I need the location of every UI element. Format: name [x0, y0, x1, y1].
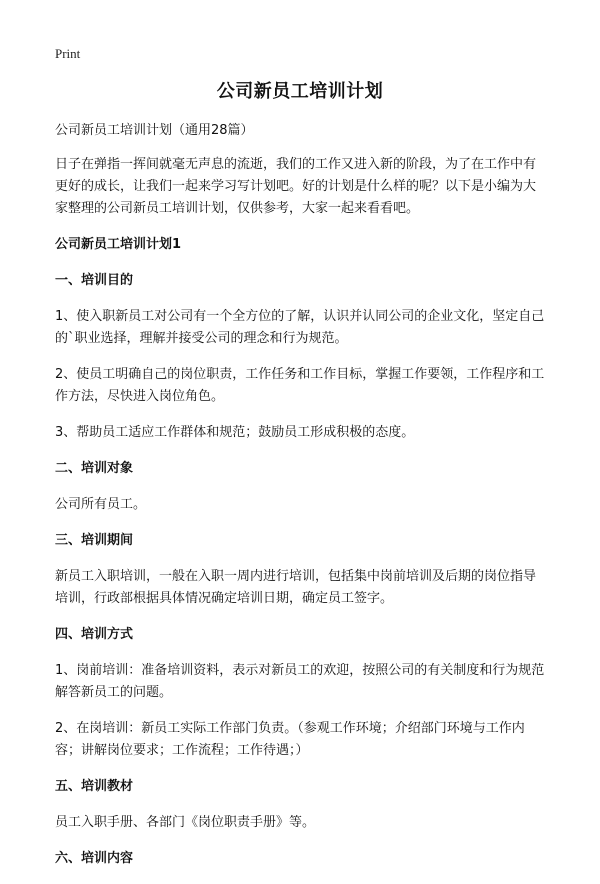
method-item-1: 1、岗前培训：准备培训资料，表示对新员工的欢迎，按照公司的有关制度和行为规范解答新员工的问题。	[55, 663, 545, 700]
print-link[interactable]: Print	[55, 46, 81, 61]
intro-paragraph: 日子在弹指一挥间就毫无声息的流逝，我们的工作又进入新的阶段，为了在工作中有更好的成长，让我们一起来学习写计划吧。好的计划是什么样的呢？以下是小编为大家整理的公司新员工培训计划，仅供参考，大家一起来看看吧。	[55, 157, 537, 216]
section-heading-method: 四、培训方式	[55, 627, 134, 642]
document-body	[55, 120, 545, 884]
section-heading-period: 三、培训期间	[55, 533, 134, 548]
purpose-item-3: 3、帮助员工适应工作群体和规范；鼓励员工形成积极的态度。	[55, 425, 415, 440]
purpose-item-1: 1、使入职新员工对公司有一个全方位的了解，认识并认同公司的企业文化，坚定自己的`职业选择，理解并接受公司的理念和行为规范。	[55, 309, 545, 346]
document-title: 公司新员工培训计划	[216, 81, 384, 102]
method-item-2: 2、在岗培训：新员工实际工作部门负责。（参观工作环境；介绍部门环境与工作内容；讲解岗位要求；工作流程；工作待遇；）	[55, 721, 525, 758]
purpose-item-2: 2、使员工明确自己的岗位职责，工作任务和工作目标，掌握工作要领，工作程序和工作方法，尽快进入岗位角色。	[55, 367, 545, 404]
period-paragraph: 新员工入职培训，一般在入职一周内进行培训，包括集中岗前培训及后期的岗位指导培训，行政部根据具体情况确定培训日期，确定员工签字。	[55, 569, 537, 606]
section-heading-materials: 五、培训教材	[55, 779, 134, 794]
document-subtitle: 公司新员工培训计划（通用28篇）	[55, 123, 254, 138]
materials-paragraph: 员工入职手册、各部门《岗位职责手册》等。	[55, 815, 316, 830]
audience-paragraph: 公司所有员工。	[55, 497, 147, 512]
section-heading-purpose: 一、培训目的	[55, 273, 134, 288]
section-heading-content: 六、培训内容	[55, 851, 134, 866]
plan-heading: 公司新员工培训计划1	[55, 237, 182, 252]
section-heading-audience: 二、培训对象	[55, 461, 134, 476]
